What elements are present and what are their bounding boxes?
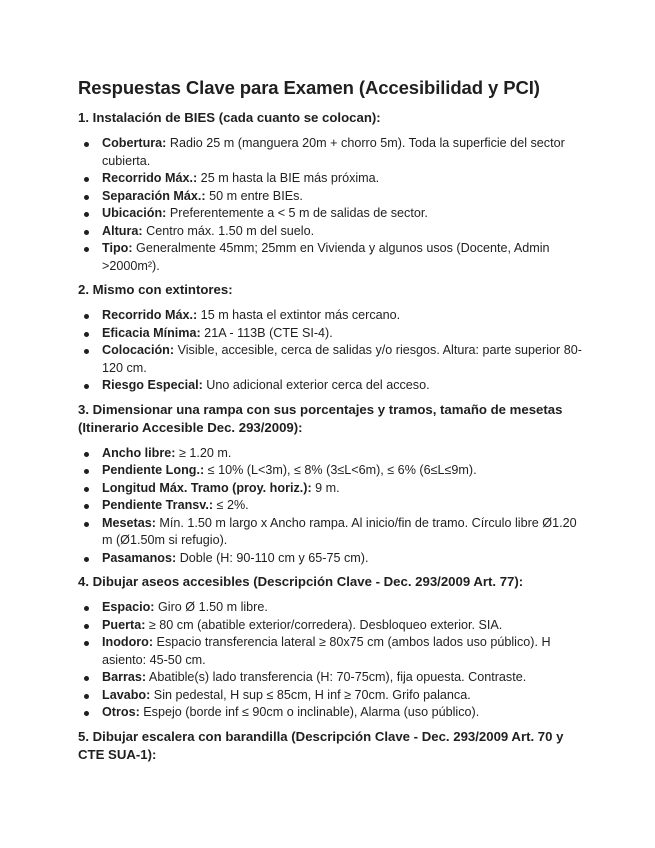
section-heading: 4. Dibujar aseos accesibles (Descripción Clave - Dec. 293/2009 Art. 77): xyxy=(78,574,524,589)
section-heading: 2. Mismo con extintores: xyxy=(78,282,233,297)
list-item xyxy=(78,135,590,170)
item-label: Otros: xyxy=(102,705,140,719)
bullet-dot-icon xyxy=(84,195,89,200)
item-text: Mín. 1.50 m largo x Ancho rampa. Al inicio/fin de tramo. Círculo libre Ø1.20 m (Ø1.50m si refugio). xyxy=(102,515,577,547)
item-text: Sin pedestal, H sup ≤ 85cm, H inf ≥ 70cm. Grifo palanca. xyxy=(150,687,471,702)
item-text: Centro máx. 1.50 m del suelo. xyxy=(142,223,315,238)
item-text: Doble (H: 90-110 cm y 65-75 cm). xyxy=(176,550,369,565)
list-item xyxy=(78,550,590,568)
item-label: Pendiente Transv.: xyxy=(102,498,214,512)
list-item xyxy=(78,205,590,223)
item-label: Ubicación: xyxy=(102,206,167,220)
item-text: 21A - 113B (CTE SI-4). xyxy=(200,325,333,340)
bullet-dot-icon xyxy=(84,694,89,699)
item-label: Pasamanos: xyxy=(102,550,177,565)
section-heading: 5. Dibujar escalera con barandilla (Descripción Clave - Dec. 293/2009 Art. 70 y CTE SUA-1): xyxy=(78,728,564,762)
item-label: Cobertura: xyxy=(102,136,167,150)
item-text: 9 m. xyxy=(311,480,340,495)
bullet-dot-icon xyxy=(84,487,89,492)
item-label: Recorrido Máx.: xyxy=(102,171,198,185)
bullet-dot-icon xyxy=(84,212,89,217)
item-text: Espejo (borde inf ≤ 90cm o inclinable), Alarma (uso público). xyxy=(139,705,480,719)
bullet-dot-icon xyxy=(84,314,89,319)
bullet-dot-icon xyxy=(84,641,89,646)
item-text: 25 m hasta la BIE más próxima. xyxy=(197,171,380,185)
item-text: Preferentemente a < 5 m de salidas de sector. xyxy=(166,206,428,220)
list-item xyxy=(78,307,590,325)
list-item xyxy=(78,704,590,722)
document-title: Respuestas Clave para Examen (Accesibilidad y PCI) xyxy=(78,77,540,98)
bullet-dot-icon xyxy=(84,247,89,252)
bullet-dot-icon xyxy=(84,452,89,457)
item-text: ≥ 80 cm (abatible exterior/corredera). Desbloqueo exterior. SIA. xyxy=(145,617,503,632)
item-label: Barras: xyxy=(102,670,147,684)
list-item xyxy=(78,188,590,206)
item-label: Altura: xyxy=(102,223,143,238)
bullet-dot-icon xyxy=(84,177,89,182)
item-label: Inodoro: xyxy=(102,635,154,649)
bullet-dot-icon xyxy=(84,624,89,629)
bullet-dot-icon xyxy=(84,469,89,474)
item-text: ≤ 2%. xyxy=(213,498,249,512)
list-item xyxy=(78,325,590,343)
item-text: ≥ 1.20 m. xyxy=(175,445,232,460)
item-label: Eficacia Mínima: xyxy=(102,325,201,340)
item-text: Giro Ø 1.50 m libre. xyxy=(154,600,268,614)
bullet-list xyxy=(78,135,590,275)
list-item xyxy=(78,342,590,377)
item-label: Longitud Máx. Tramo (proy. horiz.): xyxy=(102,480,312,495)
item-label: Espacio: xyxy=(102,600,155,614)
bullet-dot-icon xyxy=(84,522,89,527)
item-label: Separación Máx.: xyxy=(102,188,206,203)
item-text: ≤ 10% (L<3m), ≤ 8% (3≤L<6m), ≤ 6% (6≤L≤9m). xyxy=(204,463,477,477)
item-label: Pendiente Long.: xyxy=(102,463,205,477)
item-label: Lavabo: xyxy=(102,687,151,702)
bullet-dot-icon xyxy=(84,142,89,147)
item-label: Puerta: xyxy=(102,617,146,632)
bullet-dot-icon xyxy=(84,349,89,354)
section-heading: 1. Instalación de BIES (cada cuanto se colocan): xyxy=(78,110,381,125)
item-label: Riesgo Especial: xyxy=(102,378,203,392)
item-text: Radio 25 m (manguera 20m + chorro 5m). Toda la superficie del sector cubierta. xyxy=(102,136,565,168)
item-text: Espacio transferencia lateral ≥ 80x75 cm (ambos lados uso público). H asiento: 45-50 cm. xyxy=(102,635,551,667)
list-item xyxy=(78,687,590,705)
bullet-dot-icon xyxy=(84,332,89,337)
bullet-dot-icon xyxy=(84,504,89,509)
item-text: Generalmente 45mm; 25mm en Vivienda y algunos usos (Docente, Admin >2000m²). xyxy=(102,241,550,273)
sections-container xyxy=(78,109,590,764)
bullet-dot-icon xyxy=(84,557,89,562)
bullet-list xyxy=(78,307,590,395)
bullet-list xyxy=(78,445,590,568)
list-item xyxy=(78,170,590,188)
item-text: 50 m entre BIEs. xyxy=(205,188,303,203)
document-page xyxy=(78,76,590,772)
list-item xyxy=(78,669,590,687)
item-label: Ancho libre: xyxy=(102,445,176,460)
bullet-dot-icon xyxy=(84,606,89,611)
item-label: Recorrido Máx.: xyxy=(102,308,198,322)
list-item xyxy=(78,480,590,498)
list-item xyxy=(78,634,590,669)
list-item xyxy=(78,599,590,617)
list-item xyxy=(78,223,590,241)
list-item xyxy=(78,617,590,635)
bullet-dot-icon xyxy=(84,230,89,235)
item-label: Colocación: xyxy=(102,343,175,357)
list-item xyxy=(78,377,590,395)
item-label: Mesetas: xyxy=(102,515,156,530)
list-item xyxy=(78,515,590,550)
list-item xyxy=(78,497,590,515)
bullet-dot-icon xyxy=(84,711,89,716)
item-label: Tipo: xyxy=(102,241,133,255)
bullet-dot-icon xyxy=(84,676,89,681)
item-text: Uno adicional exterior cerca del acceso. xyxy=(202,378,430,392)
section-heading: 3. Dimensionar una rampa con sus porcentajes y tramos, tamaño de mesetas (Itinerario Accesible Dec. 293/2009): xyxy=(78,401,563,435)
item-text: Visible, accesible, cerca de salidas y/o riesgos. Altura: parte superior 80-120 cm. xyxy=(102,343,582,375)
list-item xyxy=(78,240,590,275)
list-item xyxy=(78,462,590,480)
bullet-list xyxy=(78,599,590,722)
bullet-dot-icon xyxy=(84,384,89,389)
list-item xyxy=(78,445,590,463)
item-text: 15 m hasta el extintor más cercano. xyxy=(197,308,401,322)
item-text: Abatible(s) lado transferencia (H: 70-75cm), fija opuesta. Contraste. xyxy=(146,670,527,684)
